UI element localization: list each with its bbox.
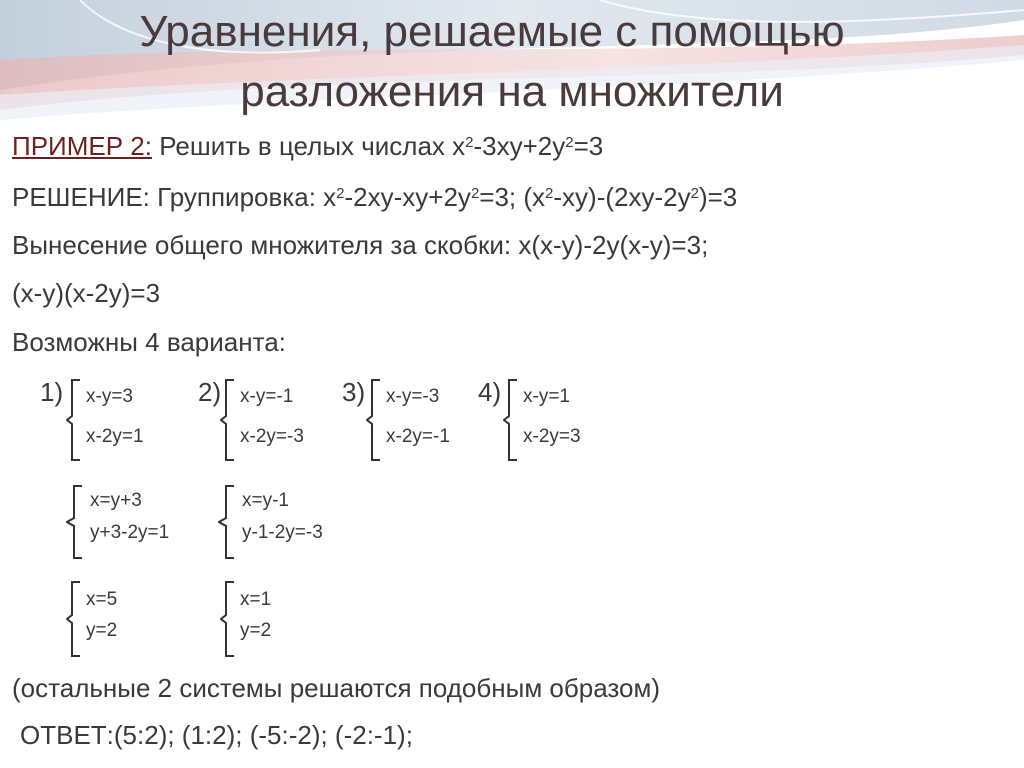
square-bracket-icon	[220, 378, 238, 462]
system-equation: x=5	[86, 589, 118, 610]
solution-text-c: =3; (x	[479, 182, 546, 212]
system-equation: x-y=-3	[386, 386, 440, 407]
example-line	[12, 130, 603, 162]
system-equation: x=y-1	[242, 490, 289, 511]
system-equation: y=2	[240, 620, 272, 641]
system-equation: x-2y=-3	[240, 426, 304, 447]
system-equation: x-2y=3	[523, 426, 581, 447]
system-equation: x=1	[240, 589, 272, 610]
square-bracket-icon	[366, 378, 384, 462]
variant-system	[503, 378, 653, 462]
result-system	[220, 580, 340, 658]
solution-line	[12, 181, 737, 213]
example-label: ПРИМЕР 2:	[12, 131, 152, 161]
slide-title-line1: Уравнения, решаемые с помощью	[139, 7, 845, 56]
product-line: (x-y)(x-2y)=3	[12, 278, 161, 308]
system-equation: x-2y=1	[86, 426, 144, 447]
square-bracket-icon	[220, 580, 238, 658]
answer-line: ОТВЕТ:(5:2); (1:2); (-5:-2); (-2:-1);	[20, 720, 413, 750]
superscript: 2	[336, 185, 345, 202]
example-text3: =3	[573, 131, 604, 161]
variant-system	[66, 378, 216, 462]
superscript: 2	[545, 185, 554, 202]
system-equation: x-y=-1	[240, 386, 294, 407]
system-equation: x-y=1	[523, 386, 570, 407]
variant-number: 4)	[478, 377, 502, 407]
slide-title-line2: разложения на множители	[240, 67, 784, 116]
solution-text-b: -2xy-xy+2y	[344, 182, 471, 212]
square-bracket-icon	[218, 484, 236, 560]
solution-text-d: -xy)-(2xy-2y	[553, 182, 691, 212]
substitution-system	[218, 484, 378, 560]
factor-line: Вынесение общего множителя за скобки: x(x-y)-2y(x-y)=3;	[12, 230, 709, 260]
note-line: (остальные 2 системы решаются подобным образом)	[12, 673, 661, 703]
system-equation: x-y=3	[86, 386, 133, 407]
substitution-system	[66, 484, 226, 560]
variant-number: 3)	[342, 377, 366, 407]
superscript: 2	[565, 134, 574, 151]
solution-text-e: )=3	[698, 182, 738, 212]
variant-number: 2)	[198, 377, 222, 407]
system-equation: y-1-2y=-3	[242, 522, 323, 543]
square-bracket-icon	[503, 378, 521, 462]
example-text: Решить в целых числах x	[151, 131, 466, 161]
variants-line: Возможны 4 варианта:	[12, 327, 286, 357]
system-equation: y+3-2y=1	[90, 522, 170, 543]
superscript: 2	[470, 185, 480, 202]
square-bracket-icon	[66, 484, 84, 560]
example-text2: -3xy+2y	[473, 131, 566, 161]
system-equation: y=2	[86, 620, 118, 641]
variant-system	[220, 378, 370, 462]
system-equation: x=y+3	[90, 490, 142, 511]
square-bracket-icon	[66, 378, 84, 462]
variant-number: 1)	[40, 377, 64, 407]
superscript: 2	[690, 185, 699, 202]
variant-system	[366, 378, 516, 462]
system-equation: x-2y=-1	[386, 426, 450, 447]
square-bracket-icon	[66, 580, 84, 658]
superscript: 2	[465, 134, 474, 151]
result-system	[66, 580, 186, 658]
solution-text-a: РЕШЕНИЕ: Группировка: x	[12, 182, 337, 212]
